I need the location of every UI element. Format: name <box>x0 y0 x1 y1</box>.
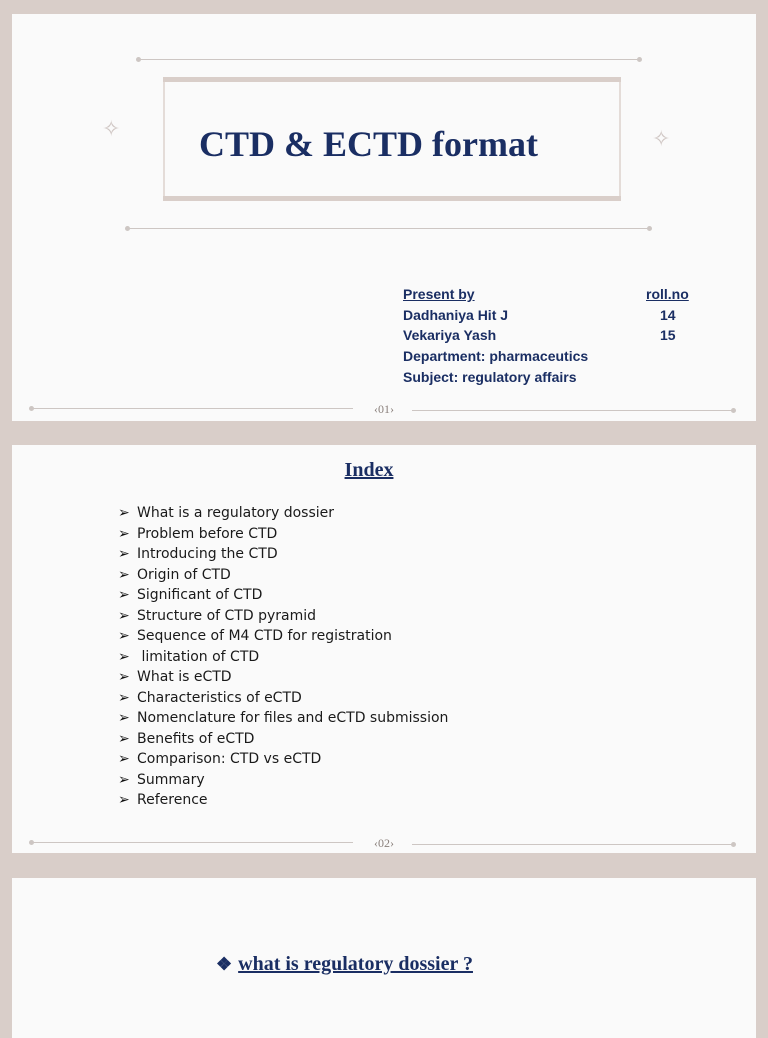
section-heading-text: what is regulatory dossier ? <box>238 953 473 975</box>
list-item: ➢ Characteristics of eCTD <box>118 688 448 709</box>
presentation-title: CTD & ECTD format <box>199 124 538 164</box>
list-item: ➢ What is a regulatory dossier <box>118 503 448 524</box>
list-item: ➢ Reference <box>118 790 448 811</box>
divider-dot <box>637 57 642 62</box>
arrowhead-bullet-icon: ➢ <box>118 505 130 521</box>
slide-title <box>12 14 756 421</box>
list-item: ➢ Benefits of eCTD <box>118 729 448 750</box>
presenter-name: Vekariya Yash <box>403 327 497 344</box>
page-number: ‹01› <box>374 402 394 416</box>
footer-line-right <box>412 844 734 845</box>
arrowhead-bullet-icon: ➢ <box>118 607 130 624</box>
page-number: ‹02› <box>374 836 394 850</box>
sparkle-icon: ✧ <box>652 126 671 151</box>
arrowhead-bullet-icon: ➢ <box>118 669 130 685</box>
presenter-roll: 14 <box>660 306 676 323</box>
list-item: ➢ Sequence of M4 CTD for registration <box>118 626 448 647</box>
subject-text: Subject: regulatory affairs <box>403 368 577 385</box>
list-item: ➢ limitation of CTD <box>118 647 448 668</box>
presenter-info <box>403 284 723 387</box>
list-item: ➢ Comparison: CTD vs eCTD <box>118 749 448 770</box>
list-item: ➢ Nomenclature for files and eCTD submission <box>118 708 448 729</box>
diamond-bullet-icon: ❖ <box>216 954 233 974</box>
list-item: ➢ Introducing the CTD <box>118 544 448 565</box>
department-text: Department: pharmaceutics <box>403 348 589 365</box>
slide-regulatory-dossier <box>12 878 756 1038</box>
sparkle-icon: ✧ <box>102 116 121 141</box>
arrowhead-bullet-icon: ➢ <box>118 546 130 562</box>
arrowhead-bullet-icon: ➢ <box>118 648 130 665</box>
list-item: ➢ Structure of CTD pyramid <box>118 606 448 627</box>
divider-dot <box>647 226 652 231</box>
arrowhead-bullet-icon: ➢ <box>118 525 130 542</box>
arrowhead-bullet-icon: ➢ <box>118 710 130 726</box>
section-heading <box>216 953 473 976</box>
list-item: ➢ Summary <box>118 770 448 791</box>
arrowhead-bullet-icon: ➢ <box>118 628 130 644</box>
presenter-roll: 15 <box>660 327 676 344</box>
list-item: ➢ Problem before CTD <box>118 524 448 545</box>
footer-line-right <box>412 410 734 411</box>
footer-dot <box>731 408 736 413</box>
arrowhead-bullet-icon: ➢ <box>118 689 130 706</box>
presenter-name: Dadhaniya Hit J <box>403 306 509 323</box>
arrowhead-bullet-icon: ➢ <box>118 792 130 808</box>
arrowhead-bullet-icon: ➢ <box>118 730 130 747</box>
footer-dot <box>731 842 736 847</box>
roll-number-label: roll.no <box>646 286 689 302</box>
arrowhead-bullet-icon: ➢ <box>118 566 130 583</box>
presented-by-label: Present by <box>403 286 475 302</box>
arrowhead-bullet-icon: ➢ <box>118 587 130 603</box>
title-frame <box>163 77 621 201</box>
slide-index <box>12 445 756 853</box>
list-item: ➢ Origin of CTD <box>118 565 448 586</box>
list-item: ➢ Significant of CTD <box>118 585 448 606</box>
arrowhead-bullet-icon: ➢ <box>118 771 130 788</box>
arrowhead-bullet-icon: ➢ <box>118 751 130 767</box>
index-list <box>118 503 448 811</box>
bottom-divider <box>129 228 649 229</box>
list-item: ➢ What is eCTD <box>118 667 448 688</box>
top-divider <box>140 59 640 60</box>
index-title: Index <box>344 459 394 481</box>
